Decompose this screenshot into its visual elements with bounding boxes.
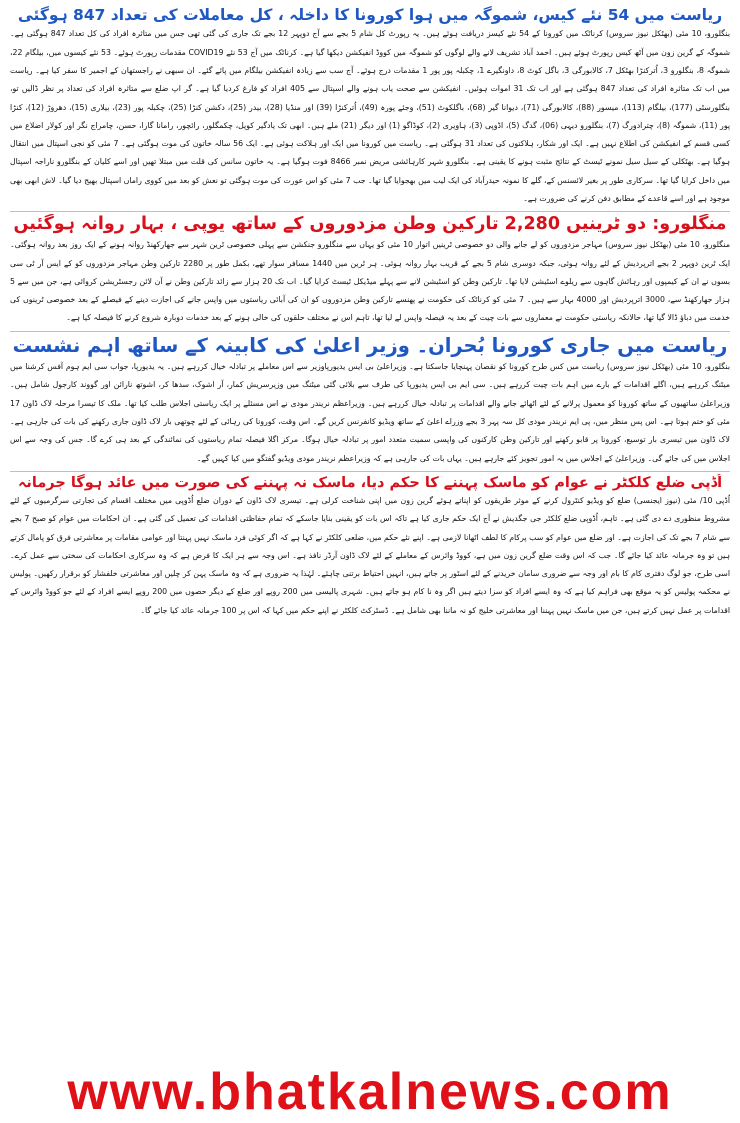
article-2-headline: منگلورو: دو ٹرینیں 2,280 تارکین وطن مزدوروں کے ساتھ یوپی ، بہار روانہ ہوگئیں <box>13 214 727 235</box>
article-4-headline: اُڈپی ضلع کلکٹر نے عوام کو ماسک پہننے کا حکم دیا، ماسک نہ پہننے کی صورت میں عائد ہوگا جرمانہ <box>17 474 723 491</box>
article-3-headline: ریاست میں جاری کورونا بُحران۔ وزیر اعلیٰ کی کابینہ کے ساتھ اہم نشست <box>12 333 728 357</box>
article-1-headline: ریاست میں 54 نئے کیس، شموگہ میں ہوا کورونا کا داخلہ ، کل معاملات کی تعداد 847 ہوگئی <box>17 6 723 24</box>
website-url[interactable]: www.bhatkalnews.com <box>67 1063 673 1121</box>
divider <box>10 211 730 212</box>
article-2-body: منگلورو، 10 مئی (بھٹکل نیوز سروس) مہاجر مزدوروں کو لے جانے والی دو خصوصی ٹرینیں اتوار 10 مئی کو یہاں سے منگلورو جنکشن سے پہلی خصوصی ٹرین شہر سے جھارکھنڈ روانہ ہونے کے ایک روز بعد روانہ ہوگئی۔ ایک ٹرین دوپہر 2 بجے اترپردیش کے لئے روانہ ہوئی، جبکہ دوسری شام 5 بجے کے قریب بہار روانہ ہوئی۔ ہر ٹرین میں 1440 مسافر سوار تھے، بکمل طور پر 2280 تارکین وطن مہاجر مزدوروں کو کے ایس آر ٹی سی بسوں نے ان کے کیمپوں اور رہائش گاہوں سے ریلوے اسٹیشن لایا تھا۔ تارکین وطن کو اسٹیشن لانے سے پہلے میڈیکل ٹیسٹ کرایا گیا۔ اب تک 20 ہزار سے زائد تارکین وطن نے آن لائن رجسٹریشن کروائی ہے، جن میں سے 5 ہزار جھارکھنڈ سے، 3000 اترپردیش اور 4000 بہار سے ہیں۔ 7 مئی کو کرناٹک کی حکومت نے پھنسے تارکین وطن مزدوروں کو ان کی آبائی ریاستوں میں واپس جانے کی اجازت دینے کے فیصلے کے بعد خصوصی ٹرینوں کی خدمت میں دباؤ ڈالا گیا تھا، حالانکہ ریاستی حکومت نے معماروں سے بات چیت کے بعد یہ فیصلہ واپس لے لیا تھا، تاہم اس نے مختلف حلقوں کی خالی ہونے کے بعد خدمات دوبارہ شروع کرنے کا فیصلہ کیا ہے۔ <box>10 240 730 323</box>
article-3 <box>10 334 730 468</box>
divider <box>10 331 730 332</box>
footer-banner <box>0 1061 740 1123</box>
article-1-body: بنگلورو، 10 مئی (بھٹکل نیوز سروس) کرناٹک میں کورونا کے 54 نئے کیسز دریافت ہوئے ہیں۔ یہ رپورٹ کل شام 5 بجے سے آج دوپہر 12 بجے تک جاری کی گئی تھی جس میں متاثرہ افراد کی کل تعداد 847 ہوگئی ہے۔ شموگہ کے گرین زون میں آٹھ کیس رپورٹ ہوئے ہیں۔ احمد آباد تشریف لانے والے لوگوں کو شموگہ میں کووڈ انفیکشن دیکھا گیا ہے۔ کرناٹک میں آج 53 نئے COVID19 مقدمات رپورٹ ہوئے۔ 53 نئے کیسوں میں، بیلگام 22، شموگہ 8، بنگلورو 3، اُترکنڑا بھٹکل 7، کالابورگی 3، باگل کوٹ 8، داونگیرے 1، چکبلہ پور پور 1 مقدمات درج ہوئے۔ آج سب سے زیادہ انفیکشن بیلگام میں پائے گئے۔ ان سبھی نے راجستھان کے اجمیر کا سفر کیا ہے۔ ریاست میں اب تک متاثرہ افراد کی تعداد 847 ہوگئی ہے اور اب تک 31 اموات ہوئیں۔ انفیکشن سے صحت یاب ہونے والے اسپتال سے 405 افراد کو فارغ کردیا گیا ہے۔ گر اپ ضلع سے متاثرہ افراد کی تعداد پر نظر ڈالیں تو، بنگلورسٹی (177)، بیلگام (113)، میسور (88)، کالابورگی (71)، دیوانا گیر (68)، باگلکوٹ (51)، وجئے پورہ (49)، اُترکنڑا (39) اور منڈیا (28)، بیدر (25)، دکشن کنڑا (25)، چکبلہ پور (23)، بیلاری (15)، دھروڑ (12)، کنڑا پور (11)، شموگہ (8)، چترادورگ (7)، بنگلورو دیہی (06)، گدگ (5)، اڈوپی (3)، ہاویری (2)، کوڈاگو (1) اور دیگر (21) ملے ہیں۔ ابھی تک یادگیر کوپل، چکمگلور، رائچور، رامانا گارا، حسن، چامراج نگر اور کولار اضلاع میں کسی قسم کے انفیکشن کی اطلاع نہیں ہے۔ ایک اور شکار، ہلاکتوں کی تعداد 31 ہوگئی ہے۔ ریاست میں کورونا میں ایک اور ہلاکت ہوئی ہے۔ ایک 56 سالہ خاتون کی موت ہوگئی ہے۔ 7 مئی کو نجی اسپتال میں انتقال ہوگیا ہے۔ بھٹکلی کے سیل سیل نمونے ٹیسٹ کے نتائج مثبت ہونے کا یقینی ہے۔ بنگلورو شہر کارہائشی مریض نمبر 8466 فوت ہوگیا ہے۔ یہ خاتون سانس کی قلت میں مبتلا تھیں اور اسے کلیان کے بنگلورو ناراجہ اسپتال میں داخل کرایا گیا تھا۔ سرکاری طور پر بغیر لائسنس کے، گلے کا نمونہ حیدرآباد کی ایک لیب میں بھجوایا گیا تھا۔ جب 7 مئی کو اس عورت کی موت ہوگئی تو نعش کو بعد میں کووی راماں اسپتال بھیج دیا گیا۔ لاش ابھی بھی موجود ہے اور اسے قاعدے کے مطابق دفن کرنے کی ضرورت ہے۔ <box>10 29 731 204</box>
article-2 <box>10 214 730 327</box>
article-4 <box>10 474 730 620</box>
divider <box>10 471 730 472</box>
article-1 <box>10 6 730 208</box>
article-4-body: اُڈپی 10/ مئی (نیوز ایجنسی) ضلع کو ویڈیو کنٹرول کرنے کے موثر طریقوں کو اپناتے ہوئے گرین زون میں اپنی شناخت کرلی ہے۔ تیسری لاک ڈاون کے دوران ضلع اُڈوپی میں مختلف اقسام کی تجارتی سرگرمیوں کے لئے مشروط منظوری دے دی گئی ہے۔ تاہم، اُڈوپی ضلع کلکٹر جی جگدیش نے آج ایک حکم جاری کیا ہے تاکہ اس بات کو یقینی بنایا جاسکے کہ تمام حفاظتی اقدامات کی تعمیل کی گئی ہے۔ ان احکامات میں عوام کو صبح 7 بجے سے شام 7 بجے تک کی اجازت ہے۔ اور ضلع میں عوام کو سب پرکام کا لطف اٹھانا لازمی ہے۔ اپنے نئے حکم میں، ضلعی کلکٹر نے کہا ہے کہ اگر کوئی فرد ماسک نہیں پہنتا اور عوامی مقامات پر معاشرتی فرق کو پامال کرتے ہیں تو وہ جرمانہ عائد کیا جائے گا۔ جب کہ اس وقت ضلع گرین زون میں ہے، کووڈ وائرس کے معاملے کے لئے لاک ڈاون آرڈر نافذ ہے۔ اس وجہ سے ہر ایک کا فرض ہے کہ وہ سرکاری احکامات کی سختی سے عمل کرے۔ اسی طرح، جو لوگ دفتری کام کا بام اور وجہ سے ضروری سامان خریدنے کے لئے اسٹور پر جاتے ہیں، انہیں احتیاط برتنی چاہئے۔ لہٰذا یہ ضروری ہے کہ وہ ماسک پہن کر چلیں اور معاشرتی خلفشار کو برقرار رکھیں۔ پولیس نے محکمہ پولیس کو یہ موقع بھی فراہم کیا ہے کہ وہ ایسے افراد کو سزا دیتے ہیں اگر وہ نا کام ہو جاتے ہیں۔ شہری پالیسی میں 200 روپے اور ضلع کے دیگر حصوں میں 200 روپے ایسے افراد کے لئے جو کووڈ وائرس کے اقدامات پر عمل نہیں کرتے ہیں، جن میں ماسک نہیں پہننا اور معاشرتی خلیج کو نہ ماننا بھی شامل ہے۔ ڈسٹرکٹ کلکٹر نے اپنے حکم میں کہا کہ اس پر 100 جرمانہ عائد کیا جائے گا۔ <box>10 495 731 615</box>
article-3-body: بنگلورو، 10 مئی (بھٹکل نیوز سروس) ریاست میں کس طرح کورونا کو نقصان پہنچایا جاسکتا ہے۔ وزیراعلیٰ بی ایس یدیورپاوزیر سے اس معاملے پر تبادلہ خیال کررہے ہیں۔ یہ یدیورپا، جواب سی ایم ہوم آفس کرشنا میں میٹنگ کررہے ہیں، اگلے اقدامات کے بارے میں اہم بات چیت کررہے ہیں۔ سی ایم بی ایس یدیورپا کی طرف سے بلائی گئی میٹنگ میں وزیرسریش کمار، آر اشوک، سدھا کر، اشوتھ نارائن اور گووند کارجول شامل ہیں۔ وزیراعلیٰ ساتھیوں کے ساتھ کورونا کو معمول پرلانے کے لئے اٹھائے جانے والے اقدامات پر تبادلہ خیال کررہے ہیں۔ وزیراعظم نریندر مودی نے اس مسئلے پر ایک ریاستی اجلاس طلب کیا تھا۔ ملک کا تیسرا مرحلہ لاک ڈاون 17 مئی کو ختم ہوتا ہے۔ اس پس منظر میں، پی ایم نریندر مودی کل سہ پہر 3 بجے وزراے اعلیٰ کے ساتھ ویڈیو کانفرنس کریں گے۔ اس وقت، کورونا کی رہائی کے لئے چوتھی بار لاک ڈاون جاری رکھنے کی بات کی جارہی ہے۔ لاک ڈاون میں تیسری بار توسیع، کورونا پر قابو رکھنے اور تارکین وطن کارکنوں کی واپسی سمیت متعدد امور پر تبادلہ خیال ہوگا۔ مرکز اگلا فیصلہ تمام ریاستوں کی نمائندگی کے بعد ہی کرے گا۔ جس کی وجہ سے اس اجلاس میں کی جائے گی۔ وزیراعلیٰ کے اجلاس میں یہ امور تجویز کئے جارہے ہیں۔ یہاں بات کی جارہی ہے کہ وزیراعظم نریندر مودی ویڈیو گفتگو میں کیا کہیں گے۔ <box>10 362 731 463</box>
